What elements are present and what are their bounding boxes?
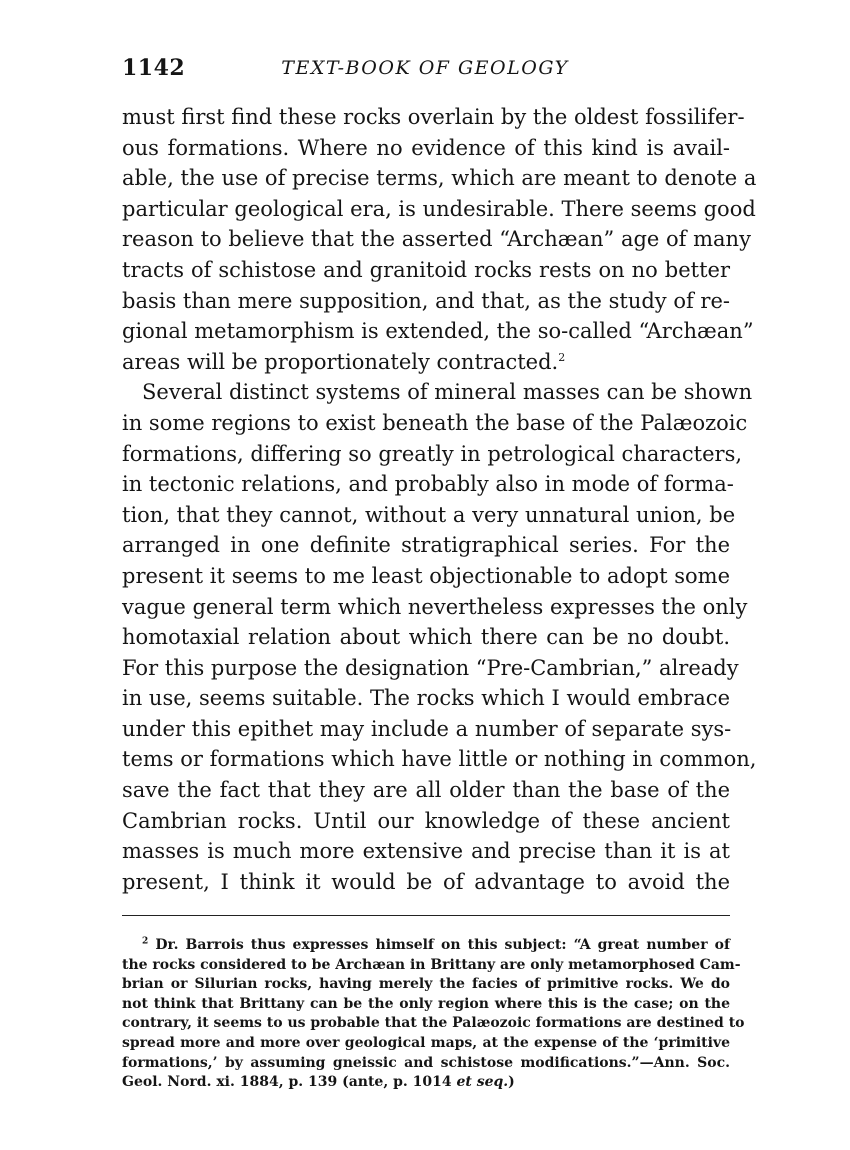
footnote-line-end: ) xyxy=(508,1074,515,1091)
text-line: formations, differing so greatly in petrological characters, xyxy=(122,441,743,466)
footnote-line xyxy=(122,1073,730,1093)
text-line: arranged in one definite stratigraphical series. For the xyxy=(122,533,730,558)
footnote-line-content: Dr. Barrois thus expresses himself on this subject: “A great number of xyxy=(148,937,730,953)
footnote-line: the rocks considered to be Archæan in Brittany are only metamorphosed Cam- xyxy=(122,956,741,973)
page-number: 1142 xyxy=(122,55,186,81)
text-line: ous formations. Where no evidence of this kind is avail- xyxy=(122,135,730,160)
footnote-line xyxy=(122,936,730,956)
footnote xyxy=(122,936,745,1093)
text-line: Several distinct systems of mineral masses can be shown xyxy=(142,380,753,405)
text-line: under this epithet may include a number of separate sys- xyxy=(122,716,732,741)
footnote-italic-text: et seq. xyxy=(456,1074,509,1091)
text-line: tion, that they cannot, without a very unnatural union, be xyxy=(122,502,736,527)
footnote-line: formations,’ by assuming gneissic and schistose modifications.”—Ann. Soc. xyxy=(122,1054,730,1071)
footnote-reference: 2 xyxy=(558,350,566,364)
text-line: masses is much more extensive and precise than it is at xyxy=(122,839,730,864)
text-line: Cambrian rocks. Until our knowledge of these ancient xyxy=(122,808,730,833)
footnote-line-content: Geol. Nord. xi. 1884, p. 139 (ante, p. 1014 xyxy=(122,1074,457,1091)
text-line: present it seems to me least objectionable to adopt some xyxy=(122,563,730,588)
footnote-line: not think that Brittany can be the only region where this is the case; on the xyxy=(122,995,730,1012)
text-line: able, the use of precise terms, which are meant to denote a xyxy=(122,166,757,191)
footnote-divider xyxy=(122,915,730,916)
text-line: in use, seems suitable. The rocks which I would embrace xyxy=(122,686,730,711)
text-line: tracts of schistose and granitoid rocks rests on no better xyxy=(122,257,730,282)
text-line: tems or formations which have little or nothing in common, xyxy=(122,747,757,772)
text-line: gional metamorphism is extended, the so-called “Archæan” xyxy=(122,319,754,344)
text-line xyxy=(122,347,730,378)
text-line: present, I think it would be of advantage to avoid the xyxy=(122,869,730,894)
running-title: TEXT-BOOK OF GEOLOGY xyxy=(281,57,569,79)
footnote-line: contrary, it seems to us probable that the Palæozoic formations are destined to xyxy=(122,1015,745,1032)
text-line: basis than mere supposition, and that, as the study of re- xyxy=(122,288,730,313)
text-line: particular geological era, is undesirable. There seems good xyxy=(122,196,756,221)
text-line-content: areas will be proportionately contracted. xyxy=(122,349,559,374)
text-line: in tectonic relations, and probably also in mode of forma- xyxy=(122,472,734,497)
footnote-line: spread more and more over geological maps, at the expense of the ‘primitive xyxy=(122,1034,730,1051)
text-line: For this purpose the designation “Pre-Cambrian,” already xyxy=(122,655,739,680)
running-head xyxy=(122,55,728,85)
footnote-line: brian or Silurian rocks, having merely the facies of primitive rocks. We do xyxy=(122,976,730,993)
text-line: reason to believe that the asserted “Archæan” age of many xyxy=(122,227,751,252)
text-line: save the fact that they are all older than the base of the xyxy=(122,778,730,803)
text-line: homotaxial relation about which there can be no doubt. xyxy=(122,625,730,650)
footnote-marker: 2 xyxy=(142,936,149,947)
text-line: in some regions to exist beneath the base of the Palæozoic xyxy=(122,410,748,435)
text-line: must first find these rocks overlain by the oldest fossilifer- xyxy=(122,105,745,129)
body-text xyxy=(122,102,757,897)
text-line: vague general term which nevertheless expresses the only xyxy=(122,594,748,619)
